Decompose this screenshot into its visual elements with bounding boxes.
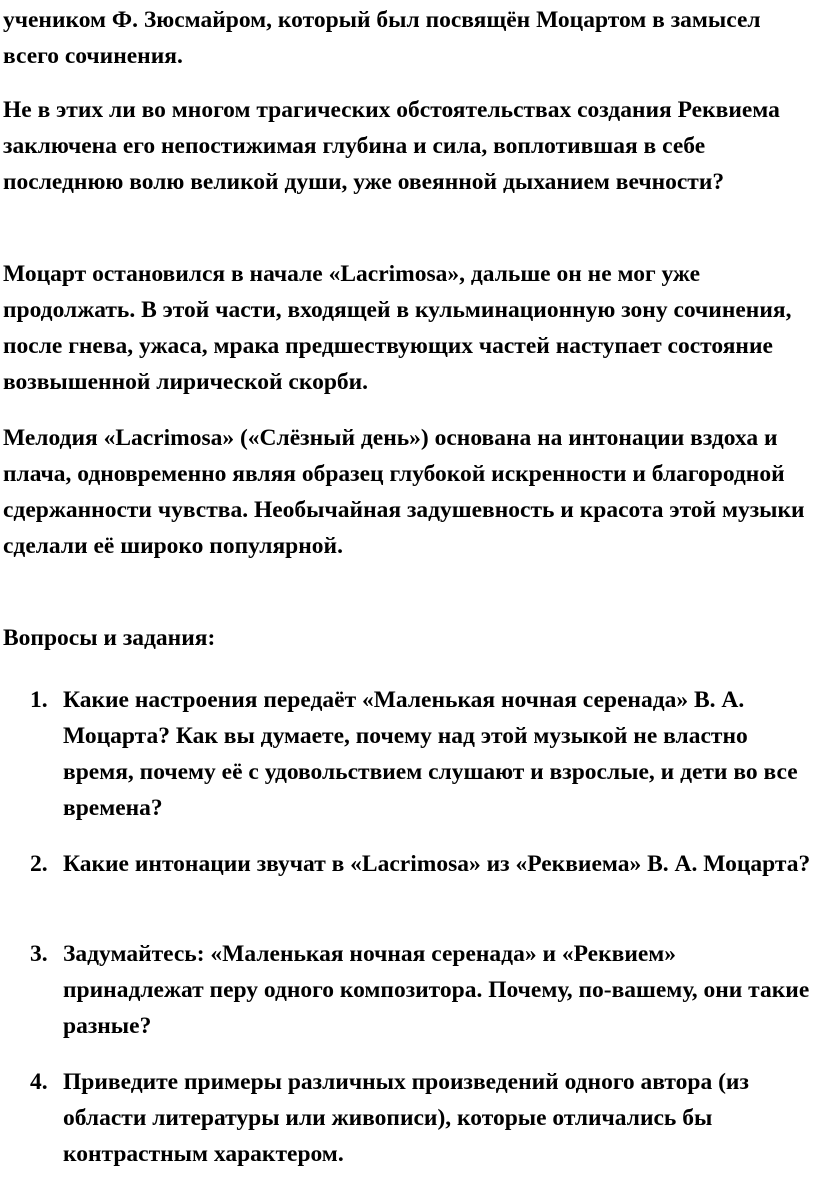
question-1-text: Какие настроения передаёт «Маленькая ночная серенада» В. А. Моцарта? Как вы думаете, почему над этой музыкой не властно время, почему её с удовольствием слушают и взрослые, и дети во все времена? (63, 687, 798, 821)
question-2-text: Какие интонации звучат в «Lacrimosa» из «Реквиема» В. А. Моцарта? (63, 851, 811, 877)
question-2-number: 2. (30, 851, 48, 877)
paragraph-1: учеником Ф. Зюсмайром, который был посвящён Моцартом в замысел всего сочинения. (3, 7, 761, 69)
paragraph-2: Не в этих ли во многом трагических обстоятельствах создания Реквиема заключена его непостижимая глубина и сила, воплотившая в себе последнюю волю великой души, уже овеянной дыханием вечности? (3, 97, 780, 195)
question-3-text: Задумайтесь: «Маленькая ночная серенада» и «Реквием» принадлежат перу одного композитора. Почему, по-вашему, они такие разные? (63, 941, 810, 1039)
question-1-number: 1. (30, 687, 48, 713)
question-3-number: 3. (30, 941, 48, 967)
paragraph-3: Моцарт остановился в начале «Lacrimosa», дальше он не мог уже продолжать. В этой части, входящей в кульминационную зону сочинения, после гнева, ужаса, мрака предшествующих частей наступает состояние возвышенной лирической скорби. (3, 261, 792, 395)
questions-heading: Вопросы и задания: (3, 625, 216, 651)
question-4-text: Приведите примеры различных произведений одного автора (из области литературы или живописи), которые отличались бы контрастным характером. (63, 1069, 749, 1167)
paragraph-4: Мелодия «Lacrimosa» («Слёзный день») основана на интонации вздоха и плача, одновременно являя образец глубокой искренности и благородной сдержанности чувства. Необычайная задушевность и красота этой музыки сделали её широко популярной. (3, 425, 805, 559)
question-4-number: 4. (30, 1069, 48, 1095)
